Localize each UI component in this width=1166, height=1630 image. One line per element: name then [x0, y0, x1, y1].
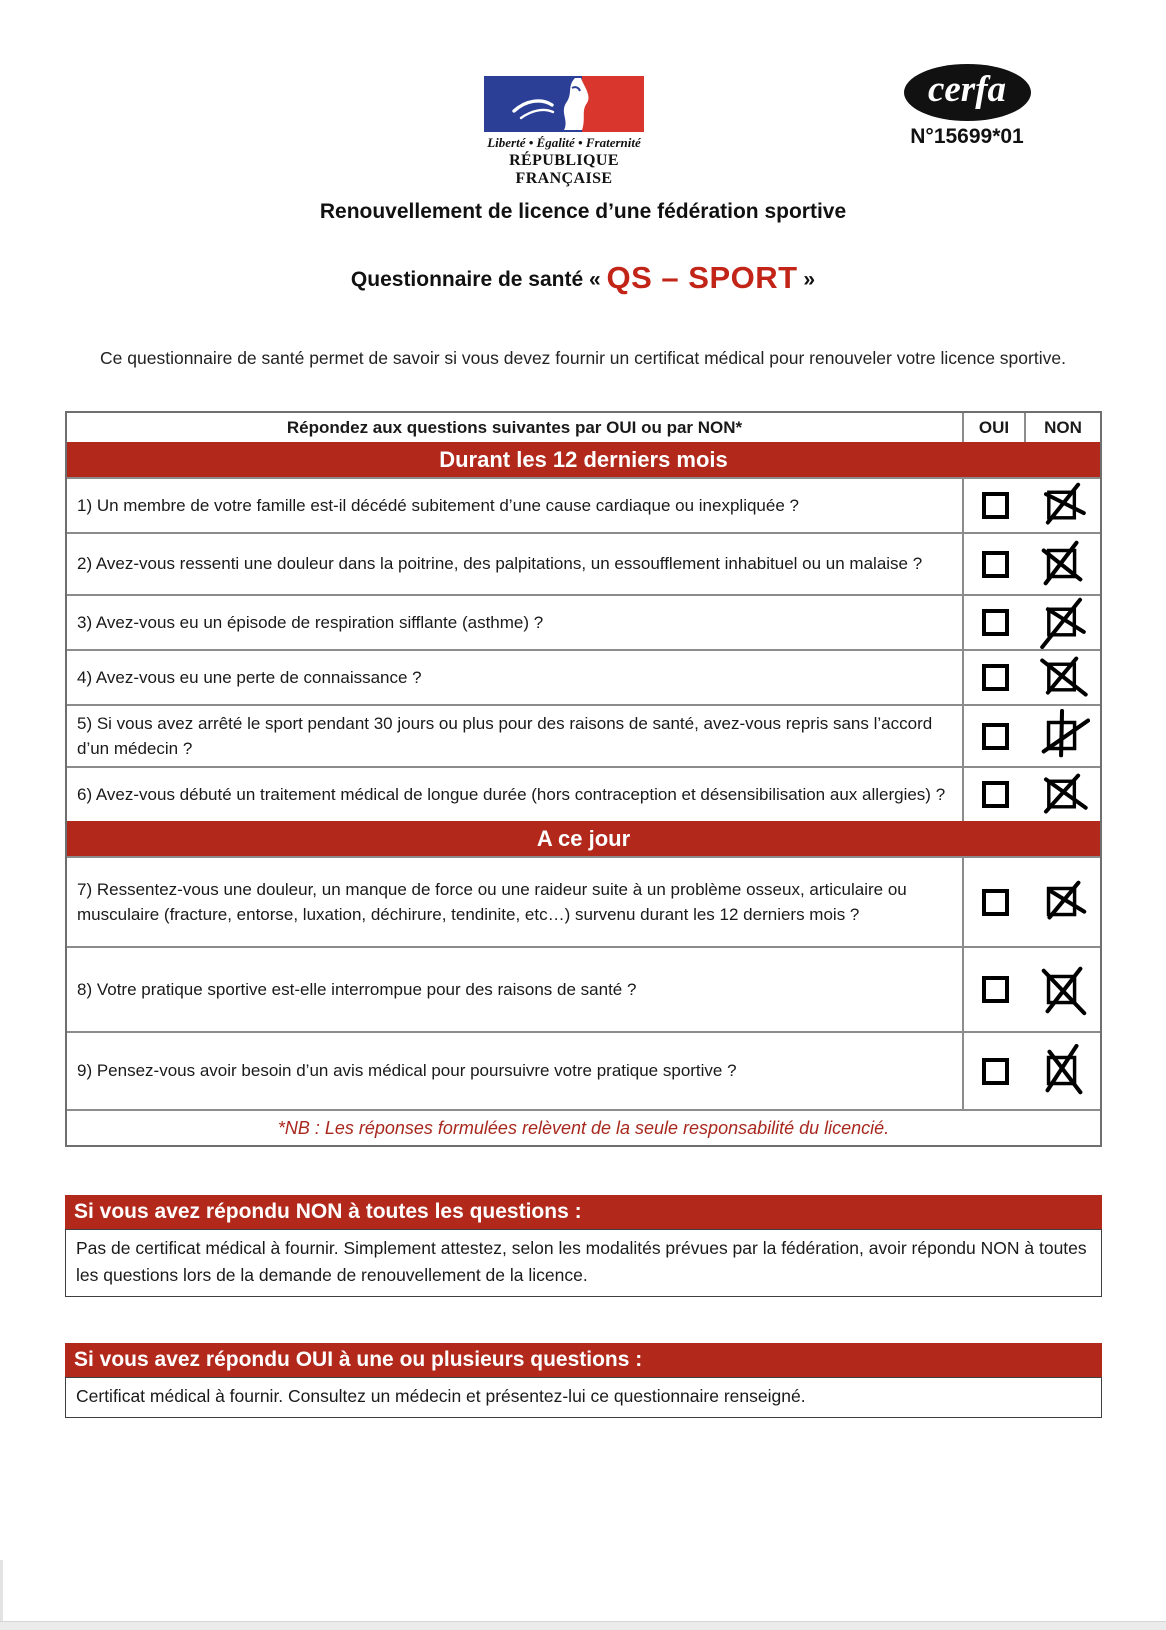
- subtitle-suffix: »: [797, 268, 816, 291]
- non-answer-cell: [1026, 479, 1100, 532]
- answer-checkboxes: [964, 534, 1100, 594]
- cerfa-ellipse-icon: [904, 64, 1031, 121]
- non-answer-cell: [1026, 768, 1100, 821]
- cerfa-logo: [901, 64, 1033, 149]
- non-answer-cell: [1026, 1044, 1100, 1098]
- question-row: [67, 946, 1100, 1031]
- document-title: Renouvellement de licence d’une fédération sportive: [319, 200, 847, 223]
- rf-motto: Liberté • Égalité • Fraternité: [487, 135, 641, 150]
- question-row: [67, 856, 1100, 946]
- question-row: [67, 532, 1100, 594]
- question-text: 2) Avez-vous ressenti une douleur dans la poitrine, des palpitations, un essoufflement inhabituel ou un malaise ?: [67, 534, 964, 594]
- checkbox-empty[interactable]: [982, 492, 1009, 519]
- checkbox-empty[interactable]: [982, 723, 1009, 750]
- checkbox-checked[interactable]: [1036, 709, 1090, 763]
- oui-answer-cell: [964, 976, 1026, 1003]
- subtitle-prefix: Questionnaire de santé «: [350, 268, 607, 291]
- cerfa-brand-text: cerfa: [927, 69, 1007, 110]
- checkbox-empty[interactable]: [982, 1058, 1009, 1085]
- checkbox-checked[interactable]: [1036, 479, 1090, 532]
- answer-checkboxes: [964, 858, 1100, 946]
- question-text: 1) Un membre de votre famille est-il décédé subitement d’une cause cardiaque ou inexpliquée ?: [67, 479, 964, 532]
- question-row: [67, 594, 1100, 649]
- outcome-oui-banner: Si vous avez répondu OUI à une ou plusieurs questions :: [65, 1343, 1102, 1377]
- question-row: [67, 766, 1100, 821]
- question-row: [67, 704, 1100, 766]
- table-header-row: [67, 413, 1100, 442]
- oui-answer-cell: [964, 781, 1026, 808]
- oui-answer-cell: [964, 889, 1026, 916]
- answer-checkboxes: [964, 948, 1100, 1031]
- intro-paragraph: Ce questionnaire de santé permet de savoir si vous devez fournir un certificat médical pour renouveler votre licence sportive.: [100, 348, 1066, 368]
- question-text: 4) Avez-vous eu une perte de connaissance ?: [67, 651, 964, 704]
- checkbox-checked[interactable]: [1036, 875, 1090, 929]
- non-answer-cell: [1026, 537, 1100, 591]
- oui-answer-cell: [964, 723, 1026, 750]
- page-bottom-edge: [0, 1621, 1166, 1630]
- outcome-oui-body: Certificat médical à fournir. Consultez un médecin et présentez-lui ce questionnaire renseigné.: [65, 1377, 1102, 1418]
- answer-checkboxes: [964, 1033, 1100, 1109]
- rf-republic-name: RÉPUBLIQUE FRANÇAISE: [509, 152, 619, 187]
- oui-answer-cell: [964, 609, 1026, 636]
- answer-checkboxes: [964, 768, 1100, 821]
- health-questionnaire-table: [65, 411, 1102, 1147]
- document-subtitle: [0, 260, 1166, 296]
- subtitle-qs-sport: QS – SPORT: [606, 260, 798, 295]
- non-answer-cell: [1026, 875, 1100, 929]
- checkbox-checked[interactable]: [1036, 596, 1090, 649]
- non-answer-cell: [1026, 963, 1100, 1017]
- checkbox-empty[interactable]: [982, 781, 1009, 808]
- non-column-header: NON: [1044, 417, 1082, 437]
- table-footnote: *NB : Les réponses formulées relèvent de la seule responsabilité du licencié.: [67, 1109, 1100, 1145]
- question-text: 6) Avez-vous débuté un traitement médical de longue durée (hors contraception et désensibilisation aux allergies) ?: [67, 768, 964, 821]
- oui-answer-cell: [964, 1058, 1026, 1085]
- outcome-section-non: [65, 1195, 1102, 1297]
- section-banner: A ce jour: [67, 821, 1100, 856]
- question-text: 8) Votre pratique sportive est-elle interrompue pour des raisons de santé ?: [67, 948, 964, 1031]
- checkbox-checked[interactable]: [1036, 537, 1090, 591]
- oui-answer-cell: [964, 551, 1026, 578]
- outcome-non-banner: Si vous avez répondu NON à toutes les questions :: [65, 1195, 1102, 1229]
- question-column-header: Répondez aux questions suivantes par OUI ou par NON*: [67, 413, 964, 442]
- answer-checkboxes: [964, 706, 1100, 766]
- question-text: 5) Si vous avez arrêté le sport pendant 30 jours ou plus pour des raisons de santé, avez-vous repris sans l’accord d’un médecin ?: [67, 706, 964, 766]
- checkbox-checked[interactable]: [1036, 651, 1090, 704]
- checkbox-empty[interactable]: [982, 976, 1009, 1003]
- question-text: 7) Ressentez-vous une douleur, un manque de force ou une raideur suite à un problème osseux, articulaire ou musculaire (fracture, entorse, luxation, déchirure, tendinite, etc…) survenu durant les 12 derniers mois ?: [67, 858, 964, 946]
- checkbox-empty[interactable]: [982, 889, 1009, 916]
- page-header: [0, 0, 1166, 187]
- section-banner: Durant les 12 derniers mois: [67, 442, 1100, 477]
- question-text: 9) Pensez-vous avoir besoin d’un avis médical pour poursuivre votre pratique sportive ?: [67, 1033, 964, 1109]
- checkbox-empty[interactable]: [982, 609, 1009, 636]
- answer-checkboxes: [964, 596, 1100, 649]
- oui-column-header: OUI: [964, 413, 1026, 442]
- marianne-flag-icon: [484, 76, 644, 132]
- republique-francaise-logo: [482, 76, 646, 188]
- non-answer-cell: [1026, 651, 1100, 704]
- answer-checkboxes: [964, 479, 1100, 532]
- checkbox-checked[interactable]: [1036, 963, 1090, 1017]
- checkbox-empty[interactable]: [982, 664, 1009, 691]
- checkbox-checked[interactable]: [1036, 768, 1090, 821]
- question-text: 3) Avez-vous eu un épisode de respiration sifflante (asthme) ?: [67, 596, 964, 649]
- table-sections: [67, 442, 1100, 1109]
- question-row: [67, 477, 1100, 532]
- checkbox-checked[interactable]: [1036, 1044, 1090, 1098]
- outcome-section-oui: [65, 1343, 1102, 1418]
- page-left-edge: [0, 1560, 3, 1622]
- answer-checkboxes: [964, 651, 1100, 704]
- non-answer-cell: [1026, 596, 1100, 649]
- oui-answer-cell: [964, 492, 1026, 519]
- non-answer-cell: [1026, 709, 1100, 763]
- oui-answer-cell: [964, 664, 1026, 691]
- question-row: [67, 649, 1100, 704]
- cerfa-form-number: N°15699*01: [910, 125, 1024, 148]
- outcome-non-body: Pas de certificat médical à fournir. Simplement attestez, selon les modalités prévues par la fédération, avoir répondu NON à toutes les questions lors de la demande de renouvellement de la licence.: [65, 1229, 1102, 1297]
- question-row: [67, 1031, 1100, 1109]
- checkbox-empty[interactable]: [982, 551, 1009, 578]
